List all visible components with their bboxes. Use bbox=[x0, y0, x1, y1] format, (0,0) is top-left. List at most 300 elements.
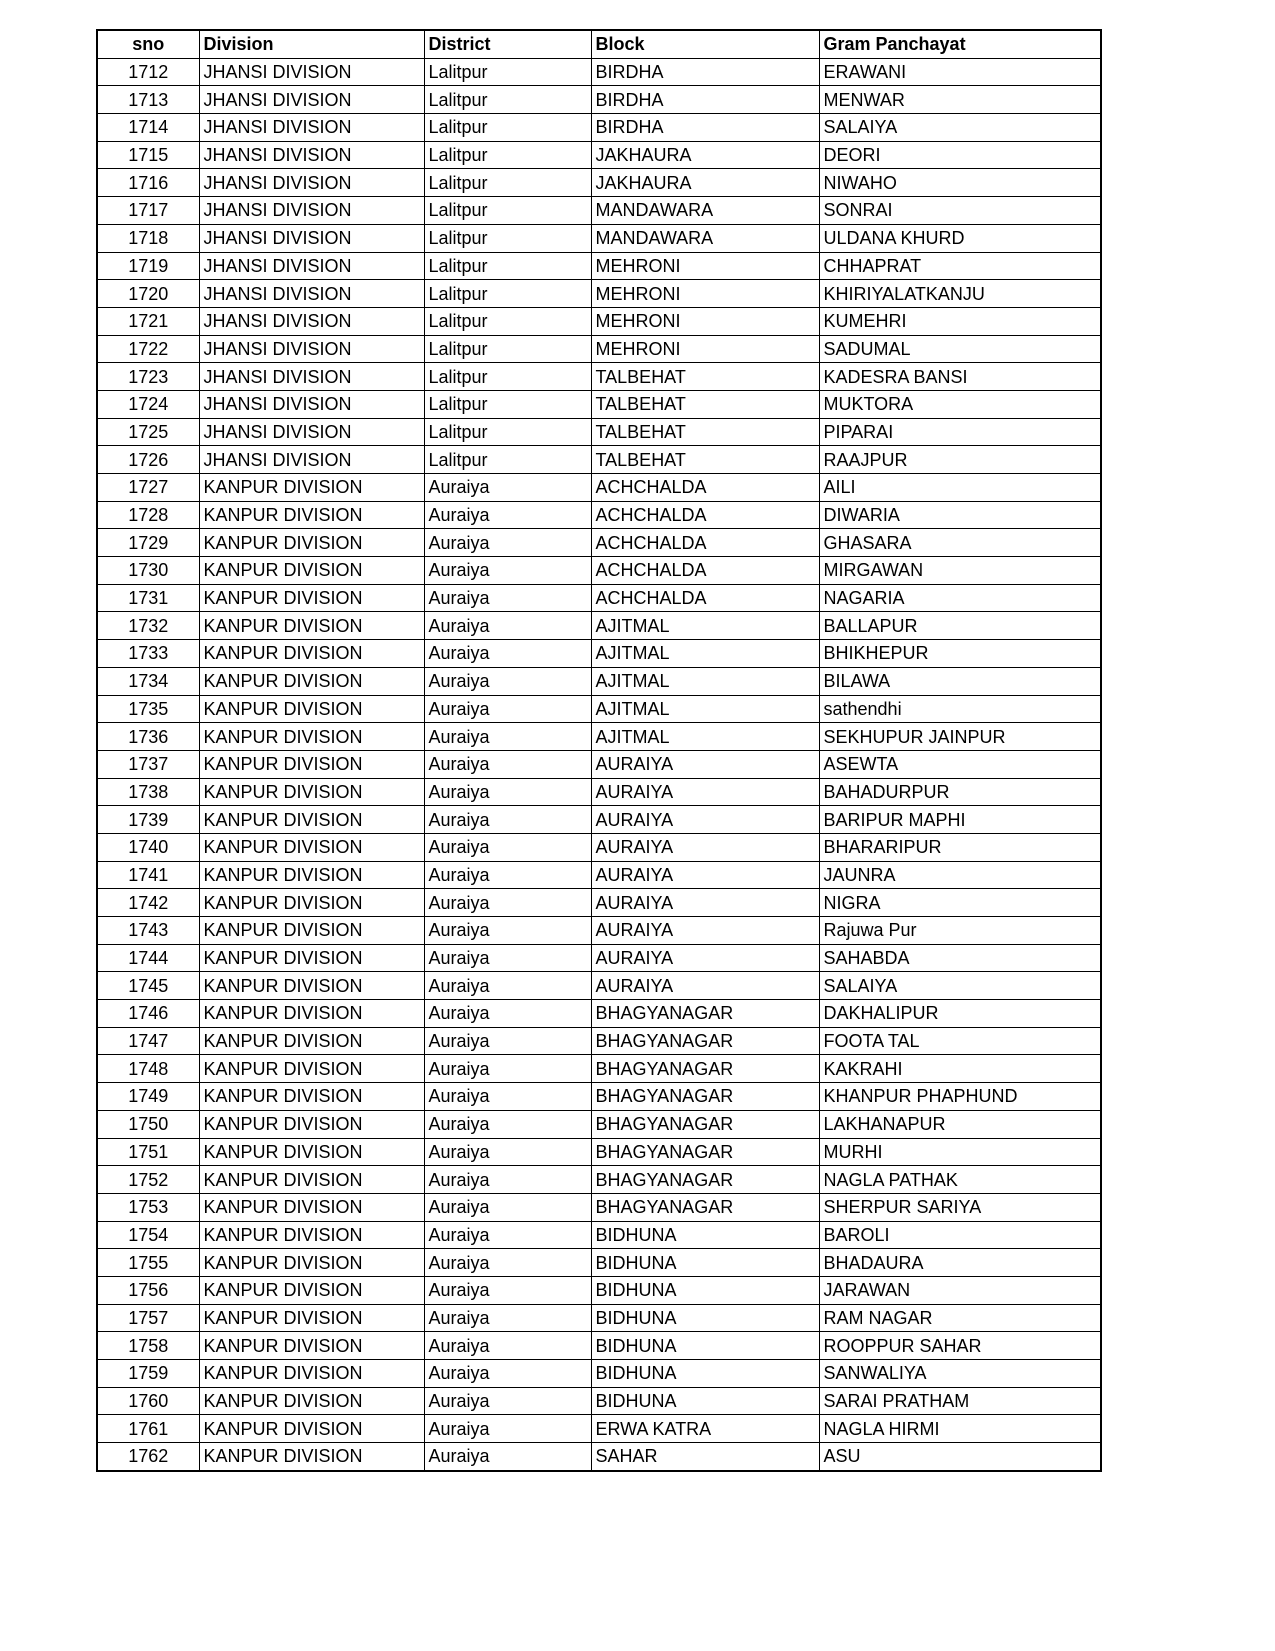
cell-gram-panchayat: KUMEHRI bbox=[819, 307, 1101, 335]
cell-block: BIDHUNA bbox=[591, 1276, 819, 1304]
cell-sno: 1760 bbox=[97, 1387, 199, 1415]
cell-gram-panchayat: SEKHUPUR JAINPUR bbox=[819, 723, 1101, 751]
table-row bbox=[97, 972, 1101, 1000]
cell-sno: 1762 bbox=[97, 1443, 199, 1471]
table-row bbox=[97, 1083, 1101, 1111]
cell-division: KANPUR DIVISION bbox=[199, 1110, 424, 1138]
cell-district: Auraiya bbox=[424, 750, 591, 778]
cell-sno: 1714 bbox=[97, 114, 199, 142]
cell-division: KANPUR DIVISION bbox=[199, 501, 424, 529]
cell-sno: 1734 bbox=[97, 667, 199, 695]
cell-block: MEHRONI bbox=[591, 252, 819, 280]
cell-sno: 1750 bbox=[97, 1110, 199, 1138]
cell-division: KANPUR DIVISION bbox=[199, 1415, 424, 1443]
cell-gram-panchayat: MURHI bbox=[819, 1138, 1101, 1166]
cell-district: Auraiya bbox=[424, 1138, 591, 1166]
cell-sno: 1729 bbox=[97, 529, 199, 557]
cell-sno: 1718 bbox=[97, 224, 199, 252]
cell-sno: 1721 bbox=[97, 307, 199, 335]
cell-sno: 1747 bbox=[97, 1027, 199, 1055]
cell-gram-panchayat: Rajuwa Pur bbox=[819, 917, 1101, 945]
cell-sno: 1730 bbox=[97, 557, 199, 585]
cell-block: ACHCHALDA bbox=[591, 501, 819, 529]
cell-gram-panchayat: KAKRAHI bbox=[819, 1055, 1101, 1083]
table-row bbox=[97, 1276, 1101, 1304]
cell-district: Lalitpur bbox=[424, 280, 591, 308]
table-row bbox=[97, 612, 1101, 640]
cell-block: BHAGYANAGAR bbox=[591, 1055, 819, 1083]
cell-division: KANPUR DIVISION bbox=[199, 723, 424, 751]
cell-block: BHAGYANAGAR bbox=[591, 1166, 819, 1194]
cell-block: TALBEHAT bbox=[591, 390, 819, 418]
cell-district: Lalitpur bbox=[424, 224, 591, 252]
cell-block: ACHCHALDA bbox=[591, 474, 819, 502]
cell-block: BIRDHA bbox=[591, 114, 819, 142]
cell-gram-panchayat: BILAWA bbox=[819, 667, 1101, 695]
cell-gram-panchayat: ROOPPUR SAHAR bbox=[819, 1332, 1101, 1360]
cell-sno: 1741 bbox=[97, 861, 199, 889]
cell-division: JHANSI DIVISION bbox=[199, 280, 424, 308]
gram-panchayat-table bbox=[96, 29, 1102, 1472]
cell-block: BIDHUNA bbox=[591, 1387, 819, 1415]
cell-gram-panchayat: SALAIYA bbox=[819, 972, 1101, 1000]
cell-division: KANPUR DIVISION bbox=[199, 612, 424, 640]
table-row bbox=[97, 501, 1101, 529]
cell-sno: 1736 bbox=[97, 723, 199, 751]
cell-division: KANPUR DIVISION bbox=[199, 1138, 424, 1166]
cell-sno: 1761 bbox=[97, 1415, 199, 1443]
cell-sno: 1732 bbox=[97, 612, 199, 640]
cell-district: Lalitpur bbox=[424, 141, 591, 169]
cell-gram-panchayat: CHHAPRAT bbox=[819, 252, 1101, 280]
cell-block: AURAIYA bbox=[591, 833, 819, 861]
cell-district: Lalitpur bbox=[424, 169, 591, 197]
cell-division: JHANSI DIVISION bbox=[199, 86, 424, 114]
cell-sno: 1758 bbox=[97, 1332, 199, 1360]
cell-gram-panchayat: JARAWAN bbox=[819, 1276, 1101, 1304]
cell-division: KANPUR DIVISION bbox=[199, 1443, 424, 1471]
cell-gram-panchayat: BAROLI bbox=[819, 1221, 1101, 1249]
cell-district: Auraiya bbox=[424, 1443, 591, 1471]
cell-block: BHAGYANAGAR bbox=[591, 1138, 819, 1166]
cell-block: MEHRONI bbox=[591, 307, 819, 335]
cell-sno: 1724 bbox=[97, 390, 199, 418]
cell-gram-panchayat: sathendhi bbox=[819, 695, 1101, 723]
table-row bbox=[97, 252, 1101, 280]
cell-district: Auraiya bbox=[424, 1000, 591, 1028]
table-row bbox=[97, 1415, 1101, 1443]
table-row bbox=[97, 557, 1101, 585]
table-row bbox=[97, 1332, 1101, 1360]
cell-division: JHANSI DIVISION bbox=[199, 141, 424, 169]
cell-gram-panchayat: NAGLA PATHAK bbox=[819, 1166, 1101, 1194]
cell-gram-panchayat: DEORI bbox=[819, 141, 1101, 169]
cell-sno: 1749 bbox=[97, 1083, 199, 1111]
table-body bbox=[97, 58, 1101, 1471]
cell-gram-panchayat: ULDANA KHURD bbox=[819, 224, 1101, 252]
header-gram-panchayat: Gram Panchayat bbox=[819, 30, 1101, 58]
cell-sno: 1754 bbox=[97, 1221, 199, 1249]
table-row bbox=[97, 418, 1101, 446]
cell-sno: 1722 bbox=[97, 335, 199, 363]
cell-district: Auraiya bbox=[424, 1249, 591, 1277]
cell-gram-panchayat: ASU bbox=[819, 1443, 1101, 1471]
cell-division: KANPUR DIVISION bbox=[199, 1221, 424, 1249]
table-row bbox=[97, 1304, 1101, 1332]
cell-block: AURAIYA bbox=[591, 750, 819, 778]
header-division: Division bbox=[199, 30, 424, 58]
header-block: Block bbox=[591, 30, 819, 58]
cell-block: ACHCHALDA bbox=[591, 557, 819, 585]
cell-gram-panchayat: BHADAURA bbox=[819, 1249, 1101, 1277]
cell-district: Lalitpur bbox=[424, 58, 591, 86]
cell-gram-panchayat: JAUNRA bbox=[819, 861, 1101, 889]
header-district: District bbox=[424, 30, 591, 58]
cell-division: JHANSI DIVISION bbox=[199, 58, 424, 86]
cell-district: Lalitpur bbox=[424, 252, 591, 280]
cell-block: AURAIYA bbox=[591, 944, 819, 972]
cell-district: Auraiya bbox=[424, 917, 591, 945]
cell-division: KANPUR DIVISION bbox=[199, 1360, 424, 1388]
cell-division: JHANSI DIVISION bbox=[199, 224, 424, 252]
cell-gram-panchayat: BHIKHEPUR bbox=[819, 640, 1101, 668]
cell-division: KANPUR DIVISION bbox=[199, 695, 424, 723]
cell-division: JHANSI DIVISION bbox=[199, 307, 424, 335]
cell-block: MANDAWARA bbox=[591, 197, 819, 225]
cell-gram-panchayat: NIWAHO bbox=[819, 169, 1101, 197]
cell-block: MEHRONI bbox=[591, 335, 819, 363]
table-row bbox=[97, 446, 1101, 474]
cell-sno: 1728 bbox=[97, 501, 199, 529]
cell-gram-panchayat: SHERPUR SARIYA bbox=[819, 1193, 1101, 1221]
table-row bbox=[97, 197, 1101, 225]
cell-division: KANPUR DIVISION bbox=[199, 1276, 424, 1304]
cell-block: TALBEHAT bbox=[591, 363, 819, 391]
cell-block: AJITMAL bbox=[591, 695, 819, 723]
cell-block: BHAGYANAGAR bbox=[591, 1000, 819, 1028]
cell-block: BIDHUNA bbox=[591, 1221, 819, 1249]
cell-district: Auraiya bbox=[424, 1055, 591, 1083]
cell-sno: 1746 bbox=[97, 1000, 199, 1028]
cell-division: JHANSI DIVISION bbox=[199, 363, 424, 391]
cell-block: BHAGYANAGAR bbox=[591, 1193, 819, 1221]
cell-sno: 1752 bbox=[97, 1166, 199, 1194]
cell-gram-panchayat: SALAIYA bbox=[819, 114, 1101, 142]
cell-gram-panchayat: PIPARAI bbox=[819, 418, 1101, 446]
cell-gram-panchayat: DAKHALIPUR bbox=[819, 1000, 1101, 1028]
cell-division: KANPUR DIVISION bbox=[199, 1193, 424, 1221]
cell-sno: 1751 bbox=[97, 1138, 199, 1166]
cell-district: Auraiya bbox=[424, 1193, 591, 1221]
cell-sno: 1733 bbox=[97, 640, 199, 668]
cell-district: Lalitpur bbox=[424, 307, 591, 335]
cell-sno: 1726 bbox=[97, 446, 199, 474]
cell-sno: 1717 bbox=[97, 197, 199, 225]
cell-division: KANPUR DIVISION bbox=[199, 750, 424, 778]
cell-block: TALBEHAT bbox=[591, 418, 819, 446]
cell-sno: 1755 bbox=[97, 1249, 199, 1277]
cell-district: Auraiya bbox=[424, 1110, 591, 1138]
cell-sno: 1759 bbox=[97, 1360, 199, 1388]
cell-district: Lalitpur bbox=[424, 197, 591, 225]
table-row bbox=[97, 224, 1101, 252]
cell-gram-panchayat: DIWARIA bbox=[819, 501, 1101, 529]
cell-district: Auraiya bbox=[424, 1387, 591, 1415]
cell-block: AJITMAL bbox=[591, 640, 819, 668]
cell-sno: 1715 bbox=[97, 141, 199, 169]
cell-sno: 1757 bbox=[97, 1304, 199, 1332]
cell-gram-panchayat: ASEWTA bbox=[819, 750, 1101, 778]
cell-block: BIRDHA bbox=[591, 58, 819, 86]
cell-division: JHANSI DIVISION bbox=[199, 418, 424, 446]
cell-sno: 1742 bbox=[97, 889, 199, 917]
cell-division: KANPUR DIVISION bbox=[199, 833, 424, 861]
table-row bbox=[97, 1221, 1101, 1249]
cell-gram-panchayat: KHIRIYALATKANJU bbox=[819, 280, 1101, 308]
table-row bbox=[97, 778, 1101, 806]
cell-division: KANPUR DIVISION bbox=[199, 667, 424, 695]
cell-district: Auraiya bbox=[424, 1304, 591, 1332]
cell-sno: 1712 bbox=[97, 58, 199, 86]
table-row bbox=[97, 474, 1101, 502]
cell-district: Auraiya bbox=[424, 1221, 591, 1249]
cell-gram-panchayat: SANWALIYA bbox=[819, 1360, 1101, 1388]
cell-district: Lalitpur bbox=[424, 446, 591, 474]
table-row bbox=[97, 806, 1101, 834]
cell-block: BHAGYANAGAR bbox=[591, 1083, 819, 1111]
table-row bbox=[97, 280, 1101, 308]
cell-division: JHANSI DIVISION bbox=[199, 335, 424, 363]
cell-gram-panchayat: SARAI PRATHAM bbox=[819, 1387, 1101, 1415]
table-row bbox=[97, 529, 1101, 557]
cell-gram-panchayat: BALLAPUR bbox=[819, 612, 1101, 640]
cell-block: MEHRONI bbox=[591, 280, 819, 308]
cell-sno: 1753 bbox=[97, 1193, 199, 1221]
table-row bbox=[97, 889, 1101, 917]
cell-block: BHAGYANAGAR bbox=[591, 1027, 819, 1055]
cell-block: AURAIYA bbox=[591, 861, 819, 889]
table-row bbox=[97, 1138, 1101, 1166]
cell-district: Lalitpur bbox=[424, 114, 591, 142]
cell-division: KANPUR DIVISION bbox=[199, 557, 424, 585]
cell-block: AJITMAL bbox=[591, 612, 819, 640]
cell-district: Auraiya bbox=[424, 640, 591, 668]
cell-division: KANPUR DIVISION bbox=[199, 944, 424, 972]
cell-sno: 1731 bbox=[97, 584, 199, 612]
cell-sno: 1743 bbox=[97, 917, 199, 945]
cell-district: Auraiya bbox=[424, 1027, 591, 1055]
cell-division: KANPUR DIVISION bbox=[199, 861, 424, 889]
table-row bbox=[97, 584, 1101, 612]
cell-division: JHANSI DIVISION bbox=[199, 390, 424, 418]
cell-division: KANPUR DIVISION bbox=[199, 972, 424, 1000]
header-sno: sno bbox=[97, 30, 199, 58]
cell-district: Auraiya bbox=[424, 833, 591, 861]
cell-gram-panchayat: MIRGAWAN bbox=[819, 557, 1101, 585]
cell-division: KANPUR DIVISION bbox=[199, 1387, 424, 1415]
cell-division: JHANSI DIVISION bbox=[199, 446, 424, 474]
cell-division: JHANSI DIVISION bbox=[199, 114, 424, 142]
cell-block: MANDAWARA bbox=[591, 224, 819, 252]
cell-district: Lalitpur bbox=[424, 418, 591, 446]
cell-district: Auraiya bbox=[424, 1276, 591, 1304]
header-row bbox=[97, 30, 1101, 58]
cell-gram-panchayat: FOOTA TAL bbox=[819, 1027, 1101, 1055]
cell-block: ACHCHALDA bbox=[591, 529, 819, 557]
cell-sno: 1716 bbox=[97, 169, 199, 197]
table-row bbox=[97, 1110, 1101, 1138]
cell-gram-panchayat: LAKHANAPUR bbox=[819, 1110, 1101, 1138]
table-row bbox=[97, 1249, 1101, 1277]
cell-district: Auraiya bbox=[424, 723, 591, 751]
cell-gram-panchayat: RAM NAGAR bbox=[819, 1304, 1101, 1332]
table-row bbox=[97, 141, 1101, 169]
cell-sno: 1725 bbox=[97, 418, 199, 446]
cell-block: AURAIYA bbox=[591, 889, 819, 917]
cell-district: Auraiya bbox=[424, 778, 591, 806]
cell-gram-panchayat: NAGLA HIRMI bbox=[819, 1415, 1101, 1443]
cell-district: Auraiya bbox=[424, 972, 591, 1000]
cell-division: JHANSI DIVISION bbox=[199, 197, 424, 225]
cell-district: Auraiya bbox=[424, 944, 591, 972]
table-row bbox=[97, 1027, 1101, 1055]
cell-block: AURAIYA bbox=[591, 972, 819, 1000]
cell-division: KANPUR DIVISION bbox=[199, 889, 424, 917]
cell-district: Auraiya bbox=[424, 474, 591, 502]
cell-sno: 1748 bbox=[97, 1055, 199, 1083]
cell-district: Auraiya bbox=[424, 1332, 591, 1360]
table-row bbox=[97, 390, 1101, 418]
cell-block: AJITMAL bbox=[591, 667, 819, 695]
cell-district: Lalitpur bbox=[424, 86, 591, 114]
table-row bbox=[97, 1193, 1101, 1221]
table-row bbox=[97, 1360, 1101, 1388]
cell-block: SAHAR bbox=[591, 1443, 819, 1471]
table-row bbox=[97, 695, 1101, 723]
cell-gram-panchayat: RAAJPUR bbox=[819, 446, 1101, 474]
cell-division: KANPUR DIVISION bbox=[199, 584, 424, 612]
cell-sno: 1727 bbox=[97, 474, 199, 502]
cell-division: KANPUR DIVISION bbox=[199, 1304, 424, 1332]
cell-block: AURAIYA bbox=[591, 806, 819, 834]
table-row bbox=[97, 1000, 1101, 1028]
cell-division: KANPUR DIVISION bbox=[199, 1083, 424, 1111]
cell-gram-panchayat: MENWAR bbox=[819, 86, 1101, 114]
table-row bbox=[97, 114, 1101, 142]
cell-division: KANPUR DIVISION bbox=[199, 917, 424, 945]
cell-gram-panchayat: SADUMAL bbox=[819, 335, 1101, 363]
cell-district: Auraiya bbox=[424, 584, 591, 612]
cell-division: JHANSI DIVISION bbox=[199, 252, 424, 280]
cell-block: BIDHUNA bbox=[591, 1360, 819, 1388]
cell-gram-panchayat: GHASARA bbox=[819, 529, 1101, 557]
cell-district: Lalitpur bbox=[424, 390, 591, 418]
table-row bbox=[97, 750, 1101, 778]
cell-district: Auraiya bbox=[424, 557, 591, 585]
cell-gram-panchayat: KHANPUR PHAPHUND bbox=[819, 1083, 1101, 1111]
cell-division: KANPUR DIVISION bbox=[199, 1249, 424, 1277]
cell-district: Auraiya bbox=[424, 1083, 591, 1111]
cell-block: BHAGYANAGAR bbox=[591, 1110, 819, 1138]
cell-block: ERWA KATRA bbox=[591, 1415, 819, 1443]
cell-gram-panchayat: BAHADURPUR bbox=[819, 778, 1101, 806]
table-row bbox=[97, 944, 1101, 972]
cell-sno: 1744 bbox=[97, 944, 199, 972]
cell-sno: 1740 bbox=[97, 833, 199, 861]
cell-gram-panchayat: SAHABDA bbox=[819, 944, 1101, 972]
cell-district: Lalitpur bbox=[424, 363, 591, 391]
cell-gram-panchayat: NAGARIA bbox=[819, 584, 1101, 612]
table-row bbox=[97, 335, 1101, 363]
cell-district: Auraiya bbox=[424, 695, 591, 723]
cell-district: Auraiya bbox=[424, 1360, 591, 1388]
table-row bbox=[97, 833, 1101, 861]
cell-district: Auraiya bbox=[424, 1166, 591, 1194]
cell-gram-panchayat: BHARARIPUR bbox=[819, 833, 1101, 861]
cell-district: Auraiya bbox=[424, 667, 591, 695]
table-row bbox=[97, 1055, 1101, 1083]
cell-sno: 1737 bbox=[97, 750, 199, 778]
cell-division: KANPUR DIVISION bbox=[199, 778, 424, 806]
cell-block: JAKHAURA bbox=[591, 141, 819, 169]
cell-block: AURAIYA bbox=[591, 917, 819, 945]
cell-block: JAKHAURA bbox=[591, 169, 819, 197]
cell-division: KANPUR DIVISION bbox=[199, 1332, 424, 1360]
cell-sno: 1739 bbox=[97, 806, 199, 834]
cell-gram-panchayat: KADESRA BANSI bbox=[819, 363, 1101, 391]
table-row bbox=[97, 667, 1101, 695]
table-row bbox=[97, 1166, 1101, 1194]
cell-division: KANPUR DIVISION bbox=[199, 640, 424, 668]
table-row bbox=[97, 169, 1101, 197]
cell-gram-panchayat: AILI bbox=[819, 474, 1101, 502]
table-row bbox=[97, 640, 1101, 668]
cell-division: KANPUR DIVISION bbox=[199, 1000, 424, 1028]
cell-block: BIDHUNA bbox=[591, 1249, 819, 1277]
cell-sno: 1720 bbox=[97, 280, 199, 308]
cell-sno: 1745 bbox=[97, 972, 199, 1000]
cell-division: JHANSI DIVISION bbox=[199, 169, 424, 197]
cell-division: KANPUR DIVISION bbox=[199, 1027, 424, 1055]
cell-district: Auraiya bbox=[424, 501, 591, 529]
cell-district: Auraiya bbox=[424, 1415, 591, 1443]
cell-sno: 1719 bbox=[97, 252, 199, 280]
table-row bbox=[97, 917, 1101, 945]
cell-district: Lalitpur bbox=[424, 335, 591, 363]
cell-gram-panchayat: NIGRA bbox=[819, 889, 1101, 917]
table-row bbox=[97, 861, 1101, 889]
cell-gram-panchayat: MUKTORA bbox=[819, 390, 1101, 418]
cell-sno: 1713 bbox=[97, 86, 199, 114]
table-row bbox=[97, 723, 1101, 751]
cell-block: TALBEHAT bbox=[591, 446, 819, 474]
table-row bbox=[97, 58, 1101, 86]
table-row bbox=[97, 1443, 1101, 1471]
cell-division: KANPUR DIVISION bbox=[199, 529, 424, 557]
cell-division: KANPUR DIVISION bbox=[199, 474, 424, 502]
cell-district: Auraiya bbox=[424, 612, 591, 640]
table-row bbox=[97, 363, 1101, 391]
cell-gram-panchayat: ERAWANI bbox=[819, 58, 1101, 86]
cell-block: ACHCHALDA bbox=[591, 584, 819, 612]
cell-division: KANPUR DIVISION bbox=[199, 806, 424, 834]
cell-block: AJITMAL bbox=[591, 723, 819, 751]
table-row bbox=[97, 1387, 1101, 1415]
cell-sno: 1756 bbox=[97, 1276, 199, 1304]
cell-sno: 1738 bbox=[97, 778, 199, 806]
cell-division: KANPUR DIVISION bbox=[199, 1055, 424, 1083]
cell-sno: 1735 bbox=[97, 695, 199, 723]
